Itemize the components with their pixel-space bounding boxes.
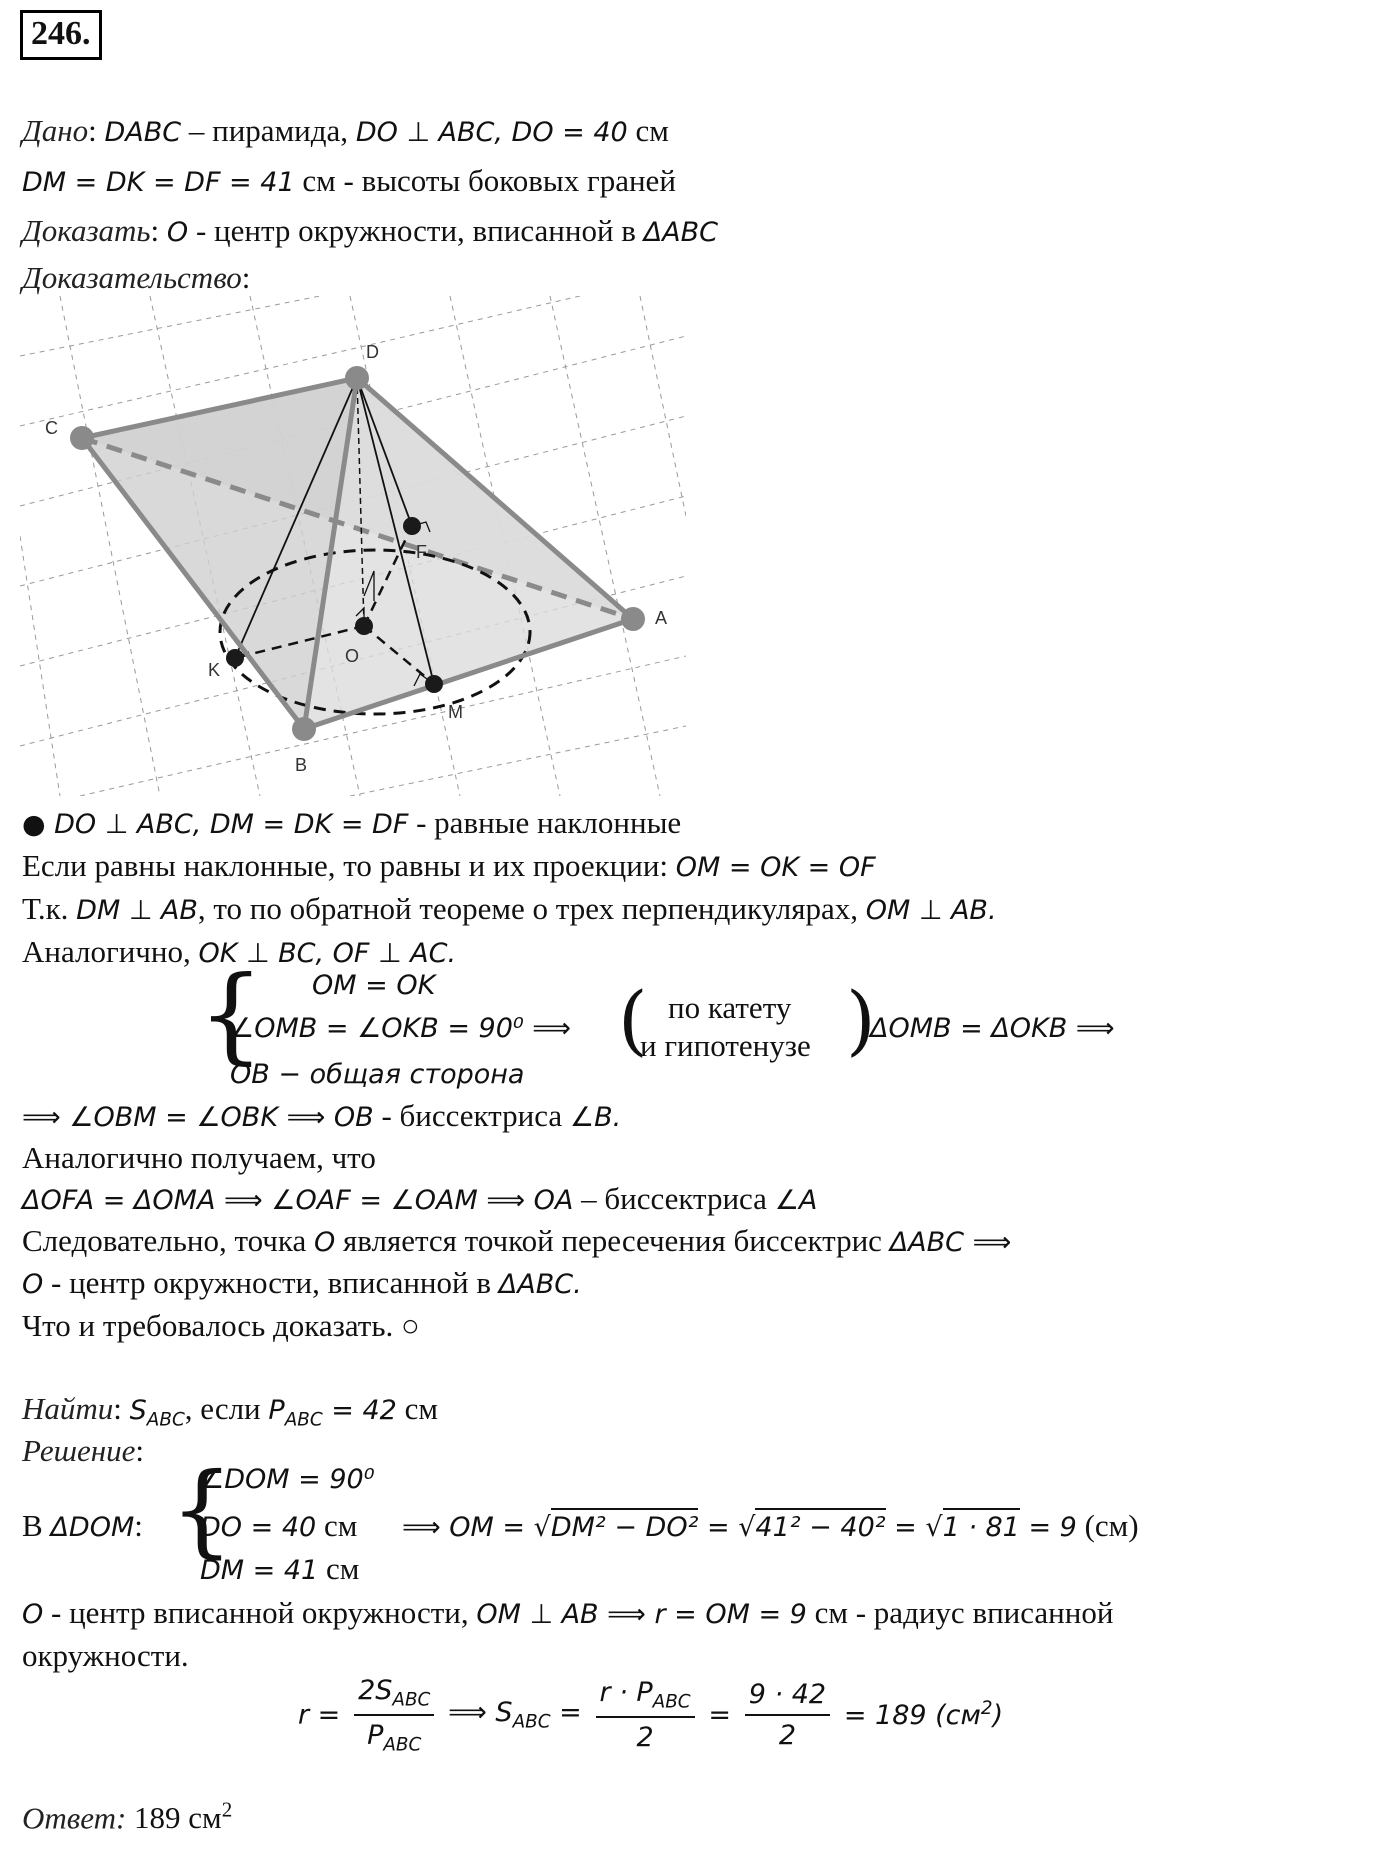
given-heights: DM = DK = DF = 41 [22, 167, 295, 198]
fraction-2s-over-p: $\frac{2S_{ABC}}{P_{ABC}}$ [354, 1675, 434, 1755]
label-a: A [655, 608, 668, 628]
prove-triangle: ΔABC [643, 217, 718, 248]
om-calculation: ⟹ OM = √DM² − DO² = √41² − 40² = √1 · 81 = 9 (см) [402, 1508, 1139, 1543]
given-heights-text: см - высоты боковых граней [294, 163, 676, 198]
given-perp: DO ⊥ ABC, DO = 40 [355, 117, 628, 148]
radius-line-2: окружности. [22, 1638, 189, 1673]
proof-line-8 [22, 1225, 1011, 1256]
answer-value: 189 $см^2$ [126, 1798, 233, 1836]
paren-line-1: по катету [668, 990, 792, 1025]
find-p: $P_{ABC} = 42$ [268, 1395, 397, 1431]
prove-point: O [166, 217, 189, 248]
proof-8-a: Следовательно, точка [22, 1223, 314, 1258]
label-m: M [448, 702, 463, 722]
find-line: Найти: $S_{ABC}$, если $P_{ABC} = 42$ см [22, 1391, 438, 1431]
paren-right: ) [846, 975, 876, 1064]
fraction-942-over-2: $\frac{9 \cdot 42}{2}$ [745, 1679, 830, 1750]
pyramid-name: DABC [104, 117, 182, 148]
point-o [355, 617, 373, 635]
proof-line-10: Что и требовалось доказать. ○ [22, 1308, 420, 1343]
proof-8-c: является точкой пересечения биссектрис [335, 1223, 890, 1258]
proof-line-6: Аналогично получаем, что [22, 1140, 376, 1175]
prove-line: Доказать: O - центр окружности, вписанной в ΔABC [22, 213, 718, 248]
proof-line-2 [22, 850, 876, 881]
given-pyramid-word: – пирамида, [181, 113, 356, 148]
system-1-result: ΔOMB = ΔOKB ⟹ [870, 1013, 1115, 1044]
proof-3-a: Т.к. [22, 891, 77, 926]
proof-line-3 [22, 893, 997, 924]
system-2-row-2: DO = 40 см [200, 1508, 358, 1543]
proof-7-a: ΔOFA = ΔOMA ⟹ ∠OAF = ∠OAM ⟹ OA [22, 1185, 574, 1216]
point-d [345, 366, 369, 390]
proof-1-text: - равные наклонные [408, 805, 682, 840]
prove-text: - центр окружности, вписанной в [188, 213, 644, 248]
system-1-row-2: ∠OMB = ∠OKB = 90⁰ ⟹ [230, 1013, 572, 1044]
answer-line [22, 1798, 233, 1836]
proof-5-c: ∠B. [569, 1102, 622, 1133]
proof-line-9 [22, 1267, 582, 1298]
point-c [70, 426, 94, 450]
label-d: D [366, 342, 379, 362]
proof-4-b: OK ⊥ BC, OF ⊥ AC. [198, 938, 457, 969]
point-k [226, 649, 244, 667]
proof-line-1 [22, 807, 681, 838]
proof-2-text: Если равны наклонные, то равны и их проекции: [22, 848, 676, 883]
in-triangle-label: В ΔDOM: [22, 1508, 143, 1543]
proof-1-math: ● DO ⊥ ABC, DM = DK = DF [22, 809, 409, 840]
area-formula: r = $\frac{2S_{ABC}}{P_{ABC}}$ ⟹ $S_{ABC}$ = $\frac{r \cdot P_{ABC}}{2}$ = $\frac{9 \cdot 42}{2}$ = 189 $(см^2)$ [298, 1675, 1004, 1755]
given-line-1: Дано: DABC – пирамида, DO ⊥ ABC, DO = 40 см [22, 113, 669, 148]
answer-label: Ответ: [22, 1800, 127, 1836]
radius-line-1: O - центр вписанной окружности, OM ⊥ AB ⟹ r = OM = 9 см - радиус вписанной [22, 1595, 1114, 1630]
proof-3-b: DM ⊥ AB [76, 895, 198, 926]
proof-line-5 [22, 1100, 621, 1131]
given-line-2 [22, 165, 676, 196]
system-brace-2: { [170, 1451, 234, 1568]
proof-4-a: Аналогично, [22, 934, 199, 969]
system-2-row-1: ∠DOM = 90⁰ [200, 1464, 375, 1495]
proof-8-d: ΔABC ⟹ [889, 1227, 1012, 1258]
proof-3-c: , то по обратной теореме о трех перпендикулярах, [197, 891, 866, 926]
proof-5-a: ⟹ ∠OBM = ∠OBK ⟹ OB [22, 1102, 374, 1133]
point-f [403, 517, 421, 535]
label-f: F [416, 542, 427, 562]
proof-9-b: - центр окружности, вписанной в [43, 1265, 499, 1300]
point-m [425, 675, 443, 693]
proof-label: Доказательство [22, 260, 242, 295]
proof-8-b: O [314, 1227, 336, 1258]
solution-heading: Решение: [22, 1433, 144, 1468]
proof-line-7 [22, 1183, 817, 1214]
find-label: Найти [22, 1391, 114, 1426]
find-s: $S_{ABC}$ [129, 1395, 185, 1431]
system-brace-1: { [198, 953, 265, 1075]
find-unit: см [396, 1391, 438, 1426]
prove-label: Доказать [22, 213, 151, 248]
label-o: O [345, 646, 360, 666]
proof-9-c: ΔABC. [498, 1269, 582, 1300]
proof-2-math: OM = OK = OF [675, 852, 876, 883]
solution-label: Решение [22, 1433, 136, 1468]
proof-5-b: - биссектриса [373, 1098, 570, 1133]
label-k: K [208, 660, 221, 680]
proof-7-b: – биссектриса [573, 1181, 775, 1216]
system-1-row-1: OM = OK [312, 970, 436, 1001]
problem-number: 246. [20, 10, 102, 60]
label-b: B [295, 755, 308, 775]
system-1-row-3: OB − общая сторона [230, 1059, 525, 1090]
point-b [292, 717, 316, 741]
given-label: Дано [22, 113, 89, 148]
find-mid: , если [184, 1391, 269, 1426]
paren-left: ( [618, 975, 648, 1064]
fraction-rp-over-2: $\frac{r \cdot P_{ABC}}{2}$ [596, 1677, 695, 1753]
paren-line-2: и гипотенузе [640, 1028, 811, 1063]
label-c: C [45, 418, 58, 438]
point-a [621, 607, 645, 631]
system-2-row-3: DM = 41 см [200, 1551, 360, 1586]
given-unit: см [627, 113, 669, 148]
proof-3-d: OM ⊥ AB. [865, 895, 997, 926]
proof-heading: Доказательство: [22, 260, 251, 295]
proof-9-a: O [22, 1269, 44, 1300]
pyramid-figure [20, 296, 686, 796]
proof-7-c: ∠A [774, 1185, 818, 1216]
